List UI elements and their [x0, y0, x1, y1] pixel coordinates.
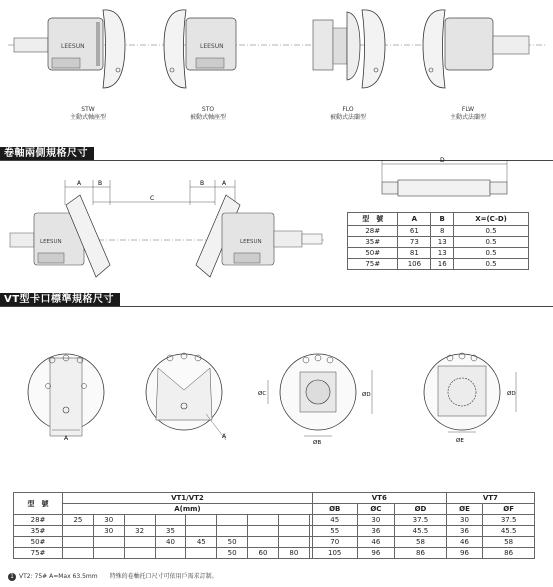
table1-header-row: [348, 213, 529, 226]
dim-c: C: [150, 195, 155, 202]
spec-table-1: [347, 212, 529, 270]
chuck1-dim-a: A: [64, 435, 69, 442]
table-row: 50# 81 13 0.5: [348, 248, 529, 259]
table-row: 50# 40 45 50 70 46 58 46 58: [14, 537, 535, 548]
top-drawings: [0, 0, 553, 110]
footnote-text: VT2: 75# A=Max 63.5mm 特殊的卷軸托口尺寸可依用戶需求訂制。: [19, 573, 218, 580]
footnote: [8, 571, 218, 581]
chuck-vt7: [424, 353, 516, 444]
table-row: 75# 50 60 80 105 96 86 96 86: [14, 548, 535, 559]
section2-rule: [0, 306, 553, 307]
table2-header-row-1: [14, 493, 535, 504]
table2-header-model: 型 號: [14, 493, 63, 515]
caption-sto: STO 被動式軸座型: [189, 106, 226, 121]
table-row: 35# 73 13 0.5: [348, 237, 529, 248]
svg-text:LEESUN: LEESUN: [240, 239, 262, 245]
caption-flo: FLO 被動式法蘭型: [329, 106, 366, 121]
table2-header-vt7: VT7: [446, 493, 534, 504]
table-row: 35# 30 32 35 55 36 45.5 36 45.5: [14, 526, 535, 537]
brand-logo-1: LEESUN: [61, 43, 85, 50]
table1-header-model: 型 號: [348, 213, 398, 226]
section1-title: 卷軸兩側規格尺寸: [0, 147, 94, 160]
flw-drawing: [423, 10, 529, 88]
chuck2-dim-a: A: [222, 433, 227, 440]
table2-header-amm: A(mm): [63, 504, 313, 515]
chuck4-dim-of: ØD: [507, 391, 516, 397]
svg-text:LEESUN: LEESUN: [40, 239, 62, 245]
table-row: 75# 106 16 0.5: [348, 259, 529, 270]
table1-header-b: B: [431, 213, 454, 226]
chuck4-dim-oe: ØE: [456, 438, 464, 444]
table2-header-vt12: VT1/VT2: [63, 493, 313, 504]
shaft-drawing: [372, 152, 522, 202]
chuck3-dim-ob: ØB: [313, 440, 322, 446]
chuck3-dim-od: ØD: [362, 392, 371, 398]
dim-d: D: [440, 157, 445, 164]
chuck-drawings: [0, 340, 553, 450]
section2-title: VT型卡口標準規格尺寸: [0, 293, 120, 306]
footnote-marker: 1: [8, 573, 16, 581]
spec-table-2: [13, 492, 535, 559]
table2-header-row-2: A(mm) ØB ØC ØD ØE ØF: [14, 504, 535, 515]
dim-a-right: A: [222, 180, 227, 187]
table1-header-x: X=(C-D): [454, 213, 529, 226]
table-row: 28# 25 30 45 30 37.5 30 37.5: [14, 515, 535, 526]
table2-header-vt6: VT6: [312, 493, 446, 504]
brand-logo-2: LEESUN: [200, 43, 224, 50]
flo-drawing: [313, 10, 385, 88]
caption-flw: FLW 主動式法蘭型: [449, 106, 486, 121]
dim-b-left: B: [98, 180, 103, 187]
table-row: 28# 61 8 0.5: [348, 226, 529, 237]
side-dimension-drawing: [0, 165, 345, 285]
chuck3-dim-oc: ØC: [258, 391, 267, 397]
table1-header-a: A: [398, 213, 431, 226]
caption-stw: STW 主動式軸座型: [69, 106, 106, 121]
dim-a-left: A: [77, 180, 82, 187]
chuck-vt2: [146, 353, 227, 440]
chuck-vt6: [258, 354, 372, 446]
dim-b-right: B: [200, 180, 205, 187]
chuck-vt1: [28, 354, 104, 442]
